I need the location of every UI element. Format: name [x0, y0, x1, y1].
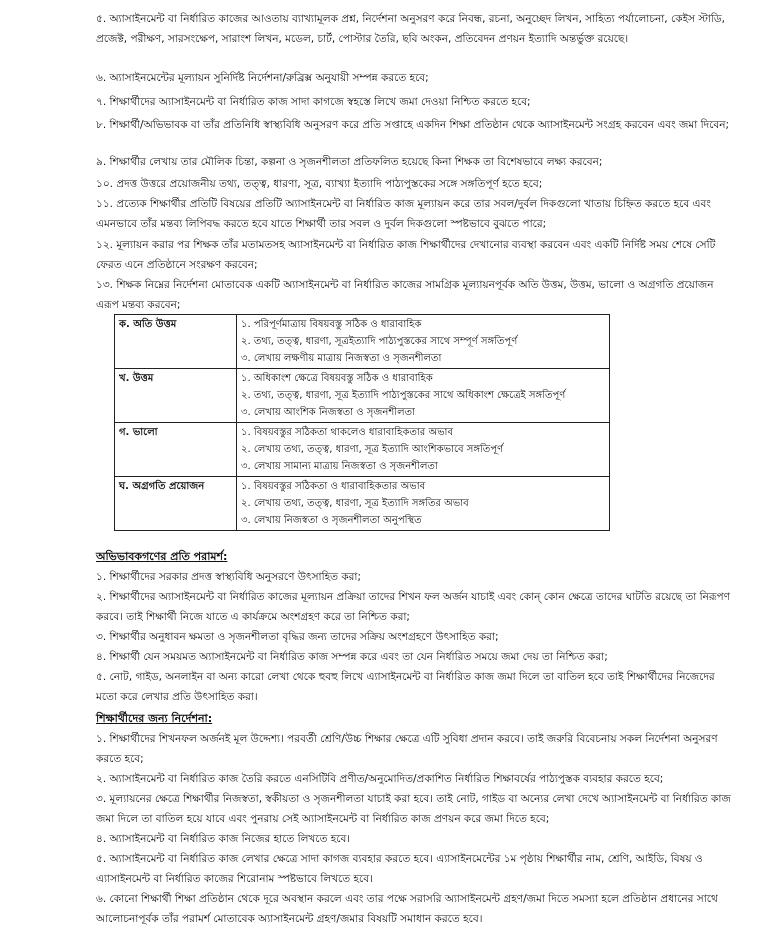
criteria-point: ১. অধিকাংশ ক্ষেত্রে বিষয়বস্তু সঠিক ও ধারাবাহিক: [241, 373, 433, 384]
criteria-point: ২. তথ্য, তত্ত্ব, ধারণা, সূত্র ইত্যাদি পাঠ্যপুস্তকের সাথে অধিকাংশ ক্ষেত্রেই সঙ্গতিপূর্ণ: [241, 390, 566, 401]
table-row: [115, 369, 610, 423]
grade-label: ক. অতি উত্তম: [115, 315, 237, 369]
guardian-item-2: ২. শিক্ষার্থীদের অ্যাসাইনমেন্ট বা নির্ধারিত কাজের মূল্যায়ন প্রক্রিয়া তাদের শিখন ফল অর্জন যাচাই এবং কোন্‌ কোন ক্ষেত্রে তাদের ঘাটতি রয়েছে তা নিরূপণ করবে। তাই শিক্ষার্থী নিজে যাতে এ কার্যক্রমে অংশগ্রহণ করে তা নিশ্চিত করা;: [96, 591, 730, 623]
table-row: [115, 477, 610, 531]
student-item-5: ৫. অ্যাসাইনমেন্ট বা নির্ধারিত কাজ লেখার ক্ষেত্রে সাদা কাগজ ব্যবহার করতে হবে। এ্যাসাইনমেন্টের ১ম পৃষ্ঠায় শিক্ষার্থীর নাম, শ্রেণি, আইডি, বিষয় ও এ্যাসাইনমেন্ট বা নির্ধারিত কাজের শিরোনাম স্পষ্টভাবে লিখতে হবে।: [96, 853, 703, 885]
grade-criteria: [237, 369, 610, 423]
criteria-point: ৩. লেখায় লক্ষণীয় মাত্রায় নিজস্বতা ও সৃজনশীলতা: [241, 353, 442, 364]
grade-label: খ. উত্তম: [115, 369, 237, 423]
grading-table: [114, 314, 610, 531]
guardian-item-3: ৩. শিক্ষার্থীর অনুধাবন ক্ষমতা ও সৃজনশীলতা বৃদ্ধির জন্য তাদের সক্রিয় অংশগ্রহণে উৎসাহিত করা;: [96, 631, 499, 643]
guardian-item-1: ১. শিক্ষার্থীদের সরকার প্রদত্ত স্বাস্থ্যবিধি অনুসরণে উৎসাহিত করা;: [96, 571, 362, 583]
grade-criteria: [237, 477, 610, 531]
students-heading: শিক্ষার্থীদের জন্য নির্দেশনা:: [96, 712, 213, 725]
criteria-point: ৩. লেখায় আংশিক নিজস্বতা ও সৃজনশীলতা: [241, 407, 415, 418]
criteria-point: ৩. লেখায় সামান্য মাত্রায় নিজস্বতা ও সৃজনশীলতা: [241, 461, 438, 472]
grade-label: গ. ভালো: [115, 423, 237, 477]
criteria-point: ২. তথ্য, তত্ত্ব, ধারণা, সূত্রইত্যাদি পাঠ্যপুস্তকের সাথে সম্পূর্ণ সঙ্গতিপূর্ণ: [241, 336, 518, 347]
grade-criteria: [237, 423, 610, 477]
instruction-item-13: ১৩. শিক্ষক নিম্নের নির্দেশনা মোতাবেক একটি অ্যাসাইনমেন্ট বা নির্ধারিত কাজের সামগ্রিক মূল্যায়নপূর্বক অতি উত্তম, উত্তম, ভালো ও অগ্রগতি প্রয়োজন এরূপ মন্তব্য করবেন;: [96, 279, 714, 311]
guardian-item-4: ৪. শিক্ষার্থী যেন সময়মত অ্যাসাইনমেন্ট বা নির্ধারিত কাজ সম্পন্ন করে এবং তা যেন নির্ধারিত সময়ে জমা দেয় তা নিশ্চিত করা;: [96, 651, 608, 663]
criteria-point: ১. পরিপূর্ণমাত্রায় বিষয়বস্তু সঠিক ও ধারাবাহিক: [241, 319, 422, 330]
student-item-2: ২. অ্যাসাইনমেন্ট বা নির্ধারিত কাজ তৈরি করতে এনসিটিবি প্রণীত/অনুমোদিত/প্রকাশিত নির্ধারিত শিক্ষাবর্ষের পাঠ্যপুস্তক ব্যবহার করতে হবে;: [96, 773, 664, 785]
table-row: [115, 315, 610, 369]
instruction-item-9: ৯. শিক্ষার্থীর লেখায় তার মৌলিক চিন্তা, কল্পনা ও সৃজনশীলতা প্রতিফলিত হয়েছে কিনা শিক্ষক তা বিশেষভাবে লক্ষ্য করবেন;: [96, 156, 603, 168]
instruction-item-6: ৬. অ্যাসাইনমেন্টের মূল্যায়ন সুনির্দিষ্ট নির্দেশনা/রুব্রিক্স অনুযায়ী সম্পন্ন করতে হবে;: [96, 72, 429, 84]
criteria-point: ২. লেখায় তথ্য, তত্ত্ব, ধারণা, সূত্র ইত্যাদি সঙ্গতির অভাব: [241, 498, 469, 509]
guardian-item-5: ৫. নোট, গাইড, অনলাইন বা অন্য কারো লেখা থেকে হুবহু লিখে এ্যাসাইনমেন্ট বা নির্ধারিত কাজ জমা দিলে তা বাতিল হবে তাই শিক্ষার্থীদের নিজেদের মতো করে লেখার প্রতি উৎসাহিত করা।: [96, 671, 715, 703]
instruction-item-8: ৮. শিক্ষার্থী/অভিভাবক বা তাঁর প্রতিনিধি স্বাস্থ্যবিধি অনুসরণ করে প্রতি সপ্তাহে একদিন শিক্ষা প্রতিষ্ঠান থেকে অ্যাসাইনমেন্ট সংগ্রহ করবেন এবং জমা দিবেন;: [96, 119, 730, 131]
student-item-6: ৬. কোনো শিক্ষার্থী শিক্ষা প্রতিষ্ঠান থেকে দূরে অবস্থান করলে এবং তার পক্ষে সরাসরি অ্যাসাইনমেন্ট গ্রহণ/জমা দিতে সমস্যা হলে প্রতিষ্ঠান প্রধানের সাথে আলোচনাপূর্বক তাঁর পরামর্শ মোতাবেক অ্যাসাইনমেন্ট গ্রহণ/জমার বিষয়টি সমাধান করতে হবে।: [96, 893, 718, 925]
instruction-item-5: ৫. অ্যাসাইনমেন্ট বা নির্ধারিত কাজের আওতায় ব্যাখ্যামূলক প্রশ্ন, নির্দেশনা অনুসরণ করে নিবন্ধ, রচনা, অনুচ্ছেদ লিখন, সাহিত্য পর্যালোচনা, কেইস স্টাডি, প্রজেক্ট, পরীক্ষণ, সারসংক্ষেপ, সারাংশ লিখন, মডেল, চার্ট, পোস্টার তৈরি, ছবি অংকন, প্রতিবেদন প্রণয়ন ইত্যাদি অন্তর্ভুক্ত রয়েছে।: [96, 13, 725, 45]
criteria-point: ১. বিষয়বস্তুর সঠিকতা ও ধারাবাহিকতার অভাব: [241, 481, 426, 492]
student-item-4: ৪. অ্যাসাইনমেন্ট বা নির্ধারিত কাজ নিজের হাতে লিখতে হবে।: [96, 833, 351, 845]
criteria-point: ২. লেখায় তথ্য, তত্ত্ব, ধারণা, সূত্র ইত্যাদি আংশিকভাবে সঙ্গতিপূর্ণ: [241, 444, 504, 455]
instruction-item-10: ১০. প্রদত্ত উত্তরে প্রয়োজনীয় তথ্য, তত্ত্ব, ধারণা, সূত্র, ব্যাখ্যা ইত্যাদি পাঠ্যপুস্তকের সঙ্গে সঙ্গতিপূর্ণ হতে হবে;: [96, 178, 543, 190]
guardian-heading: অভিভাবকগণের প্রতি পরামর্শ:: [96, 550, 228, 563]
instruction-item-12: ১২. মূল্যায়ন করার পর শিক্ষক তাঁর মতামতসহ অ্যাসাইনমেন্ট বা নির্ধারিত কাজ শিক্ষার্থীদের দেখানোর ব্যবস্থা করবেন এবং একটি নির্দিষ্ট সময় শেষে সেটি ফেরত এনে প্রতিষ্ঠানে সংরক্ষণ করবেন;: [96, 239, 716, 271]
grade-criteria: [237, 315, 610, 369]
table-row: [115, 423, 610, 477]
student-item-3: ৩. মূল্যায়নের ক্ষেত্রে শিক্ষার্থীর নিজস্বতা, স্বকীয়তা ও সৃজনশীলতা যাচাই করা হবে। তাই নোট, গাইড বা অন্যের লেখা দেখে অ্যাসাইনমেন্ট বা নির্ধারিত কাজ জমা দিলে তা বাতিল হয়ে যাবে এবং পুনরায় সেই অ্যাসাইনমেন্ট বা নির্ধারিত কাজ প্রণয়ন করে জমা দিতে হবে;: [96, 793, 731, 825]
grade-label: ঘ. অগ্রগতি প্রয়োজন: [115, 477, 237, 531]
student-item-1: ১. শিক্ষার্থীদের শিখনফল অর্জনই মূল উদ্দেশ্য। পরবর্তী শ্রেণি/উচ্চ শিক্ষার ক্ষেত্রে এটি সুবিধা প্রদান করবে। তাই জরুরি বিবেচনায় সকল নির্দেশনা অনুসরণ করতে হবে;: [96, 733, 718, 765]
criteria-point: ১. বিষয়বস্তুর সঠিকতা থাকলেও ধারাবাহিকতার অভাব: [241, 427, 454, 438]
criteria-point: ৩. লেখায় নিজস্বতা ও সৃজনশীলতা অনুপস্থিত: [241, 515, 422, 526]
instruction-item-11: ১১. প্রত্যেক শিক্ষার্থীর প্রতিটি বিষয়ের প্রতিটি অ্যাসাইনমেন্ট বা নির্ধারিত কাজ মূল্যায়ন করে তার সবল/দুর্বল দিকগুলো খাতায় চিহ্নিত করতে হবে এবং এমনভাবে তাঁর মন্তব্য লিপিবদ্ধ করতে হবে যাতে শিক্ষার্থী তার সবল ও দুর্বল দিকগুলো স্পষ্টভাবে বুঝতে পারে;: [96, 198, 711, 230]
instruction-item-7: ৭. শিক্ষার্থীদের অ্যাসাইনমেন্ট বা নির্ধারিত কাজ সাদা কাগজে স্বহস্তে লিখে জমা দেওয়া নিশ্চিত করতে হবে;: [96, 96, 531, 108]
